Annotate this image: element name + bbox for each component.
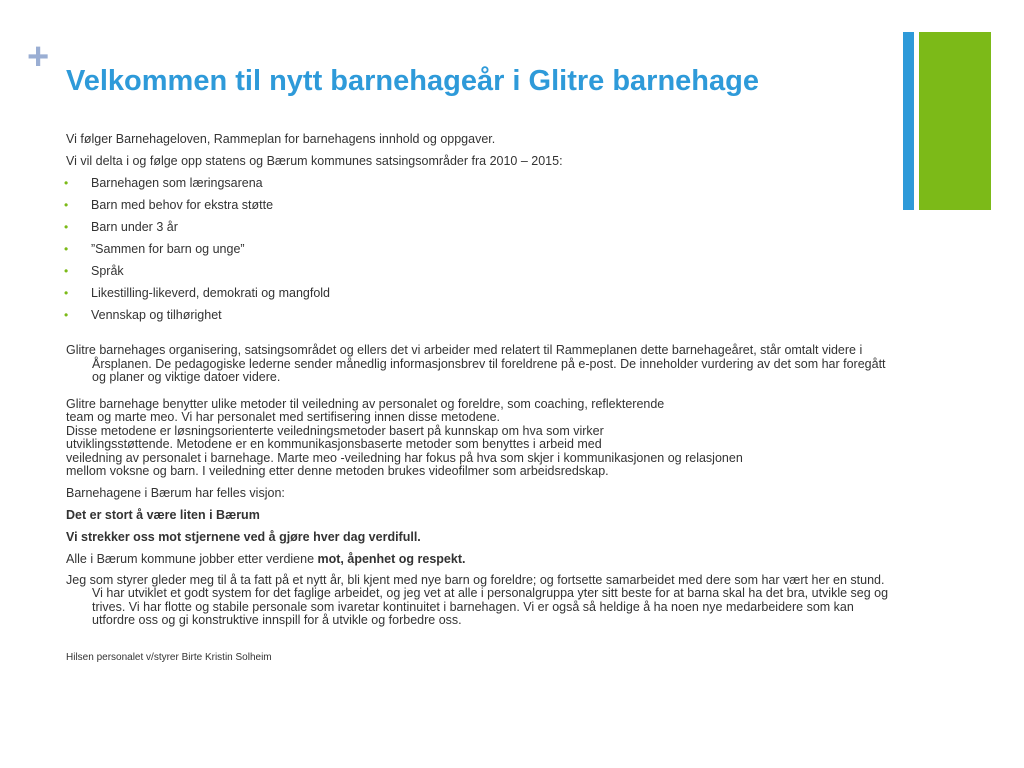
values-bold: mot, åpenhet og respekt. [317, 551, 466, 566]
methods-line: veiledning av personalet i barnehage. Marte meo -veiledning har fokus på hva som skjer i kommunikasjonen og relasjonen [66, 450, 743, 465]
bullet-icon: • [64, 264, 69, 278]
intro-line: Vi vil delta i og følge opp statens og Bærum kommunes satsingsområder fra 2010 – 2015: [66, 154, 563, 168]
bullet-icon: • [64, 286, 69, 300]
intro-line: Vi følger Barnehageloven, Rammeplan for barnehagens innhold og oppgaver. [66, 132, 496, 146]
list-item [66, 220, 896, 235]
decorative-green-block [919, 32, 991, 210]
list-item [66, 264, 896, 279]
bullet-icon: • [64, 308, 69, 322]
list-item-text: Barnehagen som læringsarena [91, 176, 263, 190]
signature: Hilsen personalet v/styrer Birte Kristin Solheim [66, 651, 272, 663]
list-item-text: Vennskap og tilhørighet [91, 308, 222, 322]
bullet-icon: • [64, 176, 69, 190]
plus-icon: + [27, 36, 50, 78]
list-item-text: ”Sammen for barn og unge” [91, 242, 245, 256]
bullet-icon: • [64, 220, 69, 234]
vision-intro: Barnehagene i Bærum har felles visjon: [66, 485, 285, 500]
list-item [66, 242, 896, 257]
list-item-text: Barn under 3 år [91, 220, 178, 234]
methods-line: utviklingsstøttende. Metodene er en kommunikasjonsbaserte metoder som benyttes i arbeid med [66, 437, 602, 451]
organisation-paragraph: Glitre barnehages organisering, satsingsområdet og ellers det vi arbeider med relatert til Rammeplanen dette barnehageåret, står omtalt videre i Årsplanen. De pedagogiske lederne sender månedlig informasjonsbrev til foreldrene på e-post. De inneholder vurdering av det som har foregått og planer og viktige datoer videre. [66, 343, 886, 384]
closing-paragraph: Jeg som styrer gleder meg til å ta fatt på et nytt år, bli kjent med nye barn og foreldre; og fortsette samarbeidet med dere som har vært her en stund. Vi har utviklet et godt system for det faglige arbeidet, og jeg vet at alle i personalgruppa yter sitt beste for at barna skal ha det bra, utvikle seg og trives. Vi har flotte og stabile personale som ivaretar kontinuitet i barnehagen. Vi er også så heldige å ha noen nye medarbeidere som kan utfordre oss og gi konstruktive innspill for å utvikle og forbedre oss. [66, 572, 889, 627]
methods-line: mellom voksne og barn. I veiledning etter denne metoden brukes videofilmer som arbeidsredskap. [66, 464, 609, 478]
list-item [66, 176, 896, 191]
slide-body [66, 132, 896, 674]
values-prefix: Alle i Bærum kommune jobber etter verdiene [66, 551, 318, 566]
page-title: Velkommen til nytt barnehageår i Glitre barnehage [66, 65, 759, 97]
focus-area-list [66, 176, 896, 323]
values-line [66, 552, 896, 567]
list-item [66, 308, 896, 323]
list-item-text: Språk [91, 264, 124, 278]
list-item-text: Likestilling-likeverd, demokrati og mangfold [91, 286, 331, 300]
methods-line: team og marte meo. Vi har personalet med sertifisering innen disse metodene. [66, 410, 501, 424]
methods-line: Disse metodene er løsningsorienterte veiledningsmetoder basert på kunnskap om hva som virker [66, 423, 604, 438]
list-item-text: Barn med behov for ekstra støtte [91, 198, 274, 212]
list-item [66, 286, 896, 301]
methods-line: Glitre barnehage benytter ulike metoder til veiledning av personalet og foreldre, som coaching, reflekterende [66, 396, 665, 411]
vision-statement: Det er stort å være liten i Bærum [66, 507, 260, 522]
bullet-icon: • [64, 198, 69, 212]
list-item [66, 198, 896, 213]
methods-paragraph [66, 398, 896, 479]
bullet-icon: • [64, 242, 69, 256]
decorative-blue-bar [903, 32, 914, 210]
vision-statement: Vi strekker oss mot stjernene ved å gjøre hver dag verdifull. [66, 529, 421, 544]
